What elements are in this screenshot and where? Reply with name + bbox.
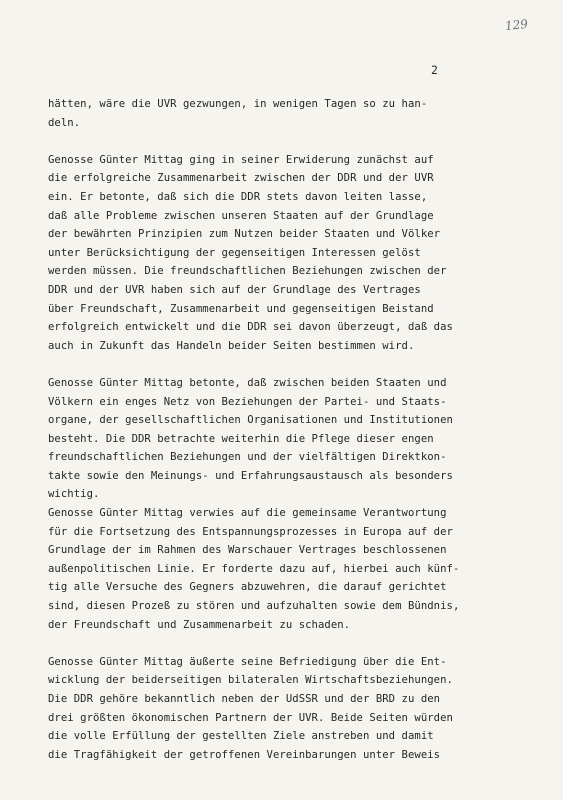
text-line: freundschaftlichen Beziehungen und der vielfältigen Direktkon- xyxy=(48,451,447,464)
paragraph-2 xyxy=(48,151,518,356)
text-line: tig alle Versuche des Gegners abzuwehren, die darauf gerichtet xyxy=(48,581,447,594)
text-line: besteht. Die DDR betrachte weiterhin die Pflege dieser engen xyxy=(48,432,434,445)
text-line: für die Fortsetzung des Entspannungsprozesses in Europa auf der xyxy=(48,525,453,538)
paragraph-3 xyxy=(48,374,518,504)
text-line: auch in Zukunft das Handeln beider Seiten bestimmen wird. xyxy=(48,339,415,352)
text-line: über Freundschaft, Zusammenarbeit und gegenseitigen Beistand xyxy=(48,302,434,315)
text-line: werden müssen. Die freundschaftlichen Beziehungen zwischen der xyxy=(48,265,447,278)
text-line: unter Berücksichtigung der gegenseitigen Interessen gelöst xyxy=(48,246,421,259)
text-line: DDR und der UVR haben sich auf der Grundlage des Vertrages xyxy=(48,283,421,296)
text-line: daß alle Probleme zwischen unseren Staaten auf der Grundlage xyxy=(48,209,434,222)
document-body xyxy=(48,95,518,783)
text-line: hätten, wäre die UVR gezwungen, in wenigen Tagen so zu han- xyxy=(48,98,428,110)
paragraph-1 xyxy=(48,95,518,132)
text-line: Die DDR gehöre bekanntlich neben der UdSSR und der BRD zu den xyxy=(48,693,441,705)
text-line: der bewährten Prinzipien zum Nutzen beider Staaten und Völker xyxy=(48,228,441,241)
text-line: organe, der gesellschaftlichen Organisationen und Institutionen xyxy=(48,414,453,427)
handwritten-folio-number: 129 xyxy=(504,16,529,34)
text-line: die erfolgreiche Zusammenarbeit zwischen der DDR und der UVR xyxy=(48,172,434,185)
text-line: Völkern ein enges Netz von Beziehungen der Partei- und Staats- xyxy=(48,395,447,408)
text-line: außenpolitischen Linie. Er forderte dazu auf, hierbei auch künf- xyxy=(48,562,460,575)
text-line: wichtig. xyxy=(48,488,100,501)
text-line: Genosse Günter Mittag verwies auf die gemeinsame Verantwortung xyxy=(48,507,447,520)
text-line: die volle Erfüllung der gestellten Ziele anstreben und damit xyxy=(48,730,434,743)
text-line: ein. Er betonte, daß sich die DDR stets davon leiten lasse, xyxy=(48,190,428,203)
text-line: deln. xyxy=(48,116,81,129)
paragraph-5 xyxy=(48,653,518,765)
text-line: drei größten ökonomischen Partnern der UVR. Beide Seiten würden xyxy=(48,711,453,724)
text-line: sind, diesen Prozeß zu stören und aufzuhalten sowie dem Bündnis, xyxy=(48,600,460,613)
text-line: Grundlage der im Rahmen des Warschauer Vertrages beschlossenen xyxy=(48,544,447,557)
paragraph-4 xyxy=(48,504,518,634)
page-number: 2 xyxy=(431,63,438,77)
text-line: die Tragfähigkeit der getroffenen Vereinbarungen unter Beweis xyxy=(48,748,441,761)
text-line: takte sowie den Meinungs- und Erfahrungsaustausch als besonders xyxy=(48,469,453,482)
text-line: erfolgreich entwickelt und die DDR sei davon überzeugt, daß das xyxy=(48,321,453,334)
text-line: Genosse Günter Mittag betonte, daß zwischen beiden Staaten und xyxy=(48,376,447,389)
text-line: wicklung der beiderseitigen bilateralen Wirtschaftsbeziehungen. xyxy=(48,674,453,687)
text-line: Genosse Günter Mittag ging in seiner Erwiderung zunächst auf xyxy=(48,153,434,166)
text-line: der Freundschaft und Zusammenarbeit zu schaden. xyxy=(48,618,351,631)
text-line: Genosse Günter Mittag äußerte seine Befriedigung über die Ent- xyxy=(48,655,447,668)
